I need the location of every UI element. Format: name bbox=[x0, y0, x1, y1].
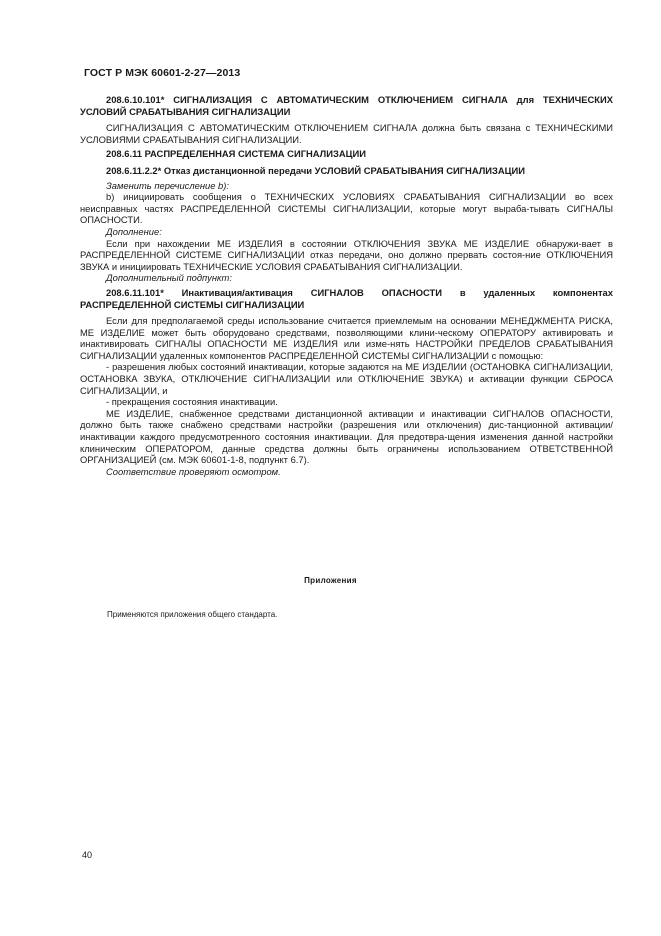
paragraph: СИГНАЛИЗАЦИЯ С АВТОМАТИЧЕСКИМ ОТКЛЮЧЕНИЕМ СИГНАЛА должна быть связана с ТЕХНИЧЕСКИМИ УСЛОВИЯМИ СРАБАТЫВАНИЯ СИГНАЛИЗАЦИИ. bbox=[80, 122, 613, 145]
section-heading-208-6-11: 208.6.11 РАСПРЕДЕЛЕННАЯ СИСТЕМА СИГНАЛИЗАЦИИ bbox=[106, 148, 366, 160]
paragraph: b) инициировать сообщения о ТЕХНИЧЕСКИХ УСЛОВИЯХ СРАБАТЫВАНИЯ СИГНАЛИЗАЦИИ во всех неисправных частях РАСПРЕДЕЛЕННОЙ СИСТЕМЫ СИГНАЛИЗАЦИИ, которые могут выраба-тывать СИГНАЛЫ ОПАСНОСТИ. bbox=[80, 191, 613, 226]
instruction-note: Заменить перечисление b): bbox=[106, 179, 229, 191]
document-body bbox=[80, 94, 613, 477]
paragraph: Если при нахождении МЕ ИЗДЕЛИЯ в состоянии ОТКЛЮЧЕНИЯ ЗВУКА МЕ ИЗДЕЛИЕ обнаружи-вает в РАСПРЕДЕЛЕННОЙ СИСТЕМЕ СИГНАЛИЗАЦИИ отказ передачи, оно должно прервать состоя-ние ОТКЛЮЧЕНИЯ ЗВУКА и инициировать ТЕХНИЧЕСКИЕ УСЛОВИЯ СРАБАТЫВАНИЯ СИГНАЛИЗАЦИИ. bbox=[80, 237, 613, 272]
document-header: ГОСТ Р МЭК 60601-2-27—2013 bbox=[84, 67, 241, 79]
annex-text: Применяются приложения общего стандарта. bbox=[107, 610, 278, 619]
section-heading-208-6-11-2-2: 208.6.11.2.2* Отказ дистанционной передачи УСЛОВИЙ СРАБАТЫВАНИЯ СИГНАЛИЗАЦИИ bbox=[106, 164, 525, 176]
page-number: 40 bbox=[82, 850, 93, 860]
instruction-note: Дополнение: bbox=[106, 225, 162, 237]
paragraph: Если для предполагаемой среды использование считается приемлемым на основании МЕНЕДЖМЕНТА РИСКА, МЕ ИЗДЕЛИЕ может быть оборудовано средствами, позволяющими клини-ческому ОПЕРАТОРУ активировать и инактивировать СИГНАЛЫ ОПАСНОСТИ МЕ ИЗДЕЛИЯ или изме-нять НАСТРОЙКИ ПРЕДЕЛОВ СРАБАТЫВАНИЯ СИГНАЛИЗАЦИИ удаленных компонентов РАСПРЕДЕЛЕННОЙ СИСТЕМЫ СИГНАЛИЗАЦИИ с помощью: bbox=[80, 315, 613, 361]
annex-title: Приложения bbox=[304, 576, 357, 585]
section-heading-208-6-11-101: 208.6.11.101* Инактивация/активация СИГНАЛОВ ОПАСНОСТИ в удаленных компонентах РАСПРЕДЕЛЕННОЙ СИСТЕМЫ СИГНАЛИЗАЦИИ bbox=[80, 286, 613, 310]
compliance-note: Соответствие проверяют осмотром. bbox=[106, 465, 281, 477]
section-heading-208-6-10-101: 208.6.10.101* СИГНАЛИЗАЦИЯ С АВТОМАТИЧЕСКИМ ОТКЛЮЧЕНИЕМ СИГНАЛА для ТЕХНИЧЕСКИХ УСЛОВИЙ СРАБАТЫВАНИЯ СИГНАЛИЗАЦИИ bbox=[80, 94, 613, 117]
list-item: - прекращения состояния инактивации. bbox=[106, 396, 278, 408]
paragraph: МЕ ИЗДЕЛИЕ, снабженное средствами дистанционной активации и инактивации СИГНАЛОВ ОПАСНОСТИ, должно быть также снабжено средствами настройки (разрешения или отключения) дис-танционной активации/инактивации каждого предусмотренного состояния инактивации. Для предотвра-щения изменения данной настройки клиническим ОПЕРАТОРОМ, данные средства должны быть ограничены использованием ОТВЕТСТВЕННОЙ ОРГАНИЗАЦИЕЙ (см. МЭК 60601-1-8, подпункт 6.7). bbox=[80, 407, 613, 466]
instruction-note: Дополнительный подпункт: bbox=[106, 272, 232, 284]
list-item: - разрешения любых состояний инактивации, которые задаются на МЕ ИЗДЕЛИИ (ОСТАНОВКА СИГНАЛИЗАЦИИ, ОСТАНОВКА ЗВУКА, ОТКЛЮЧЕНИЕ СИГНАЛИЗАЦИИ или ОТКЛЮЧЕНИЕ ЗВУКА) и активации функции СБРОСА СИГНАЛИЗАЦИИ, и bbox=[80, 361, 613, 396]
